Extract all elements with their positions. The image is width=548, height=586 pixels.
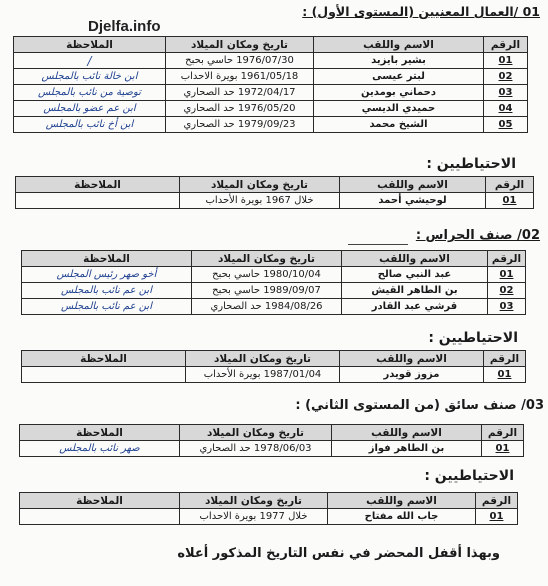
row-note — [20, 509, 180, 525]
row-num: 01 — [488, 267, 526, 283]
section1-reserve-table — [15, 176, 534, 209]
header-birth: تاريخ ومكان الميلاد — [180, 177, 340, 193]
row-name: عبد النبي صالح — [342, 267, 488, 283]
row-note: ابن عم نائب بالمجلس — [22, 299, 192, 315]
row-birth: 1984/08/26 حد الصحاري — [192, 299, 342, 315]
row-birth: 1976/07/30 حاسي بحبح — [166, 53, 314, 69]
header-note: الملاحظة — [16, 177, 180, 193]
row-num: 01 — [486, 193, 534, 209]
header-name: الاسم واللقب — [340, 351, 484, 367]
row-birth: خلال 1967 بويرة الأحداب — [180, 193, 340, 209]
row-name: لبتر عيسى — [314, 69, 484, 85]
title-underline — [348, 244, 408, 245]
row-name: مزوز قويدر — [340, 367, 484, 383]
row-name: بشير بايزيد — [314, 53, 484, 69]
table-row — [14, 101, 528, 117]
section1-table — [13, 36, 528, 133]
table-header-row — [22, 251, 526, 267]
header-num: الرقم — [486, 177, 534, 193]
row-birth: 1987/01/04 بويرة الأحداب — [186, 367, 340, 383]
row-num: 03 — [488, 299, 526, 315]
row-note — [22, 367, 186, 383]
row-note: أخو صهر رئيس المجلس — [22, 267, 192, 283]
table-row — [22, 299, 526, 315]
section3-reserve-table — [19, 492, 518, 525]
section2-title: 02/ صنف الحراس : — [415, 228, 540, 243]
table-header-row — [22, 351, 526, 367]
header-name: الاسم واللقب — [332, 425, 482, 441]
row-birth: 1980/10/04 حاسي بحبح — [192, 267, 342, 283]
row-name: الشيخ محمد — [314, 117, 484, 133]
header-name: الاسم واللقب — [342, 251, 488, 267]
row-note: ابن عم عضو بالمجلس — [14, 101, 166, 117]
row-note: / — [14, 53, 166, 69]
table-row — [14, 117, 528, 133]
header-birth: تاريخ ومكان الميلاد — [166, 37, 314, 53]
row-birth: 1972/04/17 حد الصحاري — [166, 85, 314, 101]
header-note: الملاحظة — [20, 425, 180, 441]
table-row — [22, 367, 526, 383]
header-num: الرقم — [488, 251, 526, 267]
header-num: الرقم — [482, 425, 524, 441]
row-name: دحماني بومدين — [314, 85, 484, 101]
header-note: الملاحظة — [22, 351, 186, 367]
section3-title: 03/ صنف سائق (من المستوى الثاني) : — [295, 398, 544, 413]
row-birth: 1989/09/07 حاسي بحبح — [192, 283, 342, 299]
row-birth: 1979/09/23 حد الصحاري — [166, 117, 314, 133]
row-num: 05 — [484, 117, 528, 133]
table-row — [14, 69, 528, 85]
closing-statement: وبهذا أقفل المحضر في نفس التاريخ المذكور أعلاه — [177, 546, 500, 561]
table-header-row — [16, 177, 534, 193]
header-num: الرقم — [484, 37, 528, 53]
header-birth: تاريخ ومكان الميلاد — [180, 425, 332, 441]
section2-reserve-table — [21, 350, 526, 383]
header-birth: تاريخ ومكان الميلاد — [186, 351, 340, 367]
header-num: الرقم — [484, 351, 526, 367]
site-watermark: Djelfa.info — [88, 18, 161, 35]
header-note: الملاحظة — [14, 37, 166, 53]
row-num: 02 — [484, 69, 528, 85]
row-note: ابن عم نائب بالمجلس — [22, 283, 192, 299]
row-name: لوحيشي أحمد — [340, 193, 486, 209]
table-row — [22, 283, 526, 299]
row-birth: 1978/06/03 حد الصحاري — [180, 441, 332, 457]
row-name: بن الطاهر فواز — [332, 441, 482, 457]
header-name: الاسم واللقب — [314, 37, 484, 53]
section2-table — [21, 250, 526, 315]
row-name: بن الطاهر القيش — [342, 283, 488, 299]
row-note: صهر نائب بالمجلس — [20, 441, 180, 457]
header-birth: تاريخ ومكان الميلاد — [192, 251, 342, 267]
section3-table — [19, 424, 524, 457]
header-name: الاسم واللقب — [328, 493, 476, 509]
header-birth: تاريخ ومكان الميلاد — [180, 493, 328, 509]
section1-title: 01 /العمال المعنيين (المستوى الأول) : — [302, 4, 540, 19]
section3-reserve-title: الاحتياطيين : — [424, 468, 514, 484]
row-name: جاب الله مفتاح — [328, 509, 476, 525]
header-name: الاسم واللقب — [340, 177, 486, 193]
row-note: توصية من نائب بالمجلس — [14, 85, 166, 101]
table-row — [20, 441, 524, 457]
row-num: 04 — [484, 101, 528, 117]
row-num: 01 — [484, 53, 528, 69]
row-note — [16, 193, 180, 209]
row-birth: 1961/05/18 بويرة الاحداب — [166, 69, 314, 85]
table-header-row — [20, 493, 518, 509]
table-header-row — [20, 425, 524, 441]
row-num: 01 — [484, 367, 526, 383]
table-row — [14, 85, 528, 101]
header-num: الرقم — [476, 493, 518, 509]
header-note: الملاحظة — [22, 251, 192, 267]
row-note: ابن خالة نائب بالمجلس — [14, 69, 166, 85]
row-num: 03 — [484, 85, 528, 101]
section1-reserve-title: الاحتياطيين : — [426, 156, 516, 172]
row-name: قرشي عبد القادر — [342, 299, 488, 315]
table-row — [22, 267, 526, 283]
row-note: ابن أخ نائب بالمجلس — [14, 117, 166, 133]
table-row — [20, 509, 518, 525]
row-num: 01 — [476, 509, 518, 525]
section2-reserve-title: الاحتياطيين : — [428, 330, 518, 346]
row-birth: خلال 1977 بويرة الاحداب — [180, 509, 328, 525]
row-num: 01 — [482, 441, 524, 457]
table-row — [14, 53, 528, 69]
row-num: 02 — [488, 283, 526, 299]
header-note: الملاحظة — [20, 493, 180, 509]
row-name: حميدي الديسي — [314, 101, 484, 117]
table-header-row — [14, 37, 528, 53]
row-birth: 1976/05/20 حد الصحاري — [166, 101, 314, 117]
table-row — [16, 193, 534, 209]
